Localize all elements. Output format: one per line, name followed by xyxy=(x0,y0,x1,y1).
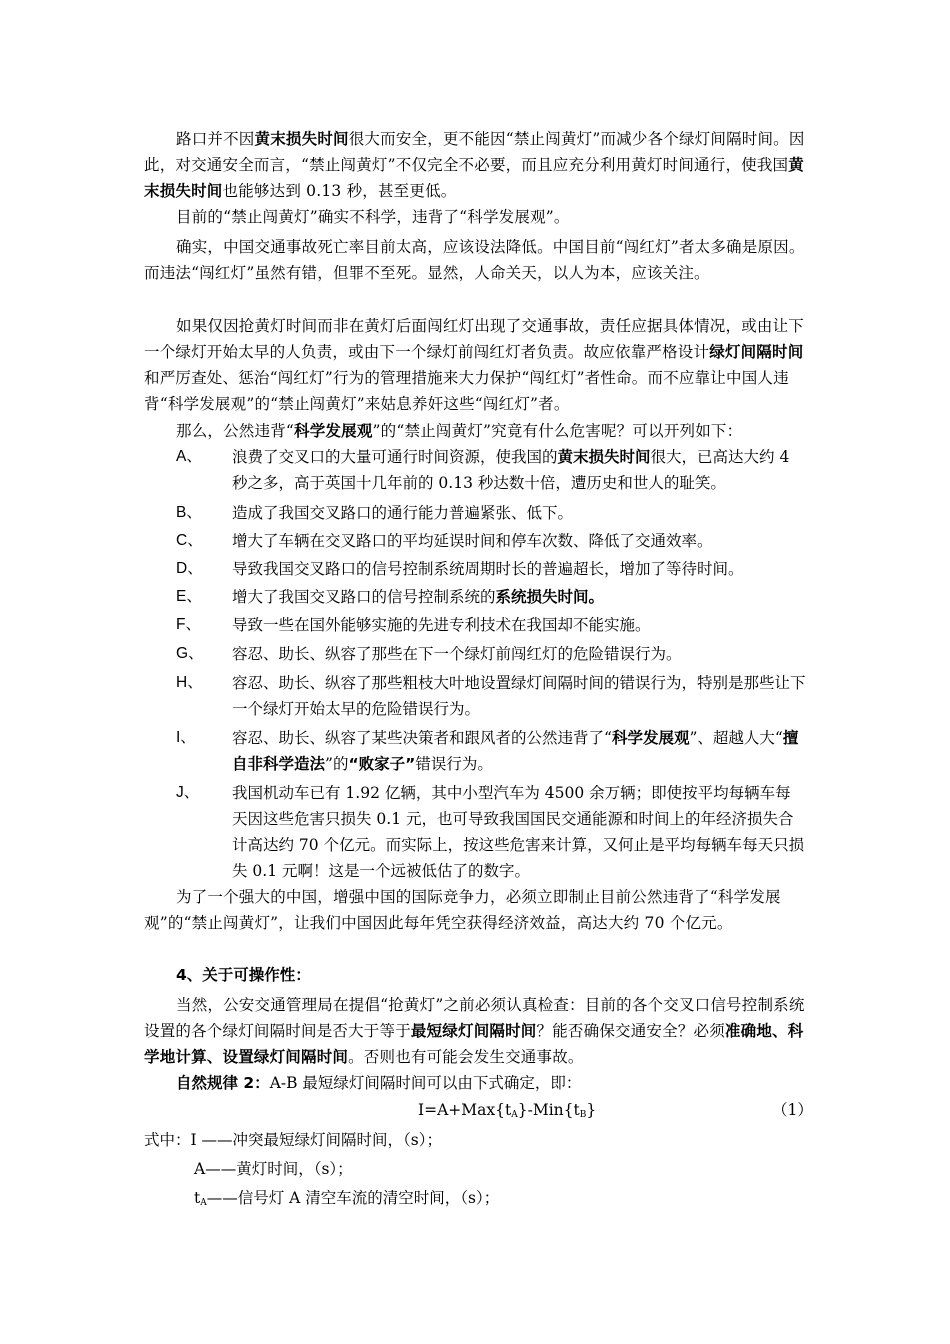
paragraph-1 xyxy=(144,126,806,204)
formula-part-1: I=A+Max{t xyxy=(418,1101,512,1119)
definition-a: A——黄灯时间，（s）； xyxy=(194,1160,353,1178)
text-run: 造成了我国交叉路口的通行能力普遍紧张、低下。 xyxy=(232,504,574,522)
text-run: 增大了我国交叉路口的信号控制系统的 xyxy=(232,588,496,606)
list-item-text xyxy=(232,528,806,554)
bold-text-run: 绿灯间隔时间 xyxy=(709,343,804,361)
paragraph-5 xyxy=(144,418,806,444)
list-item-text xyxy=(232,500,806,526)
formula-part-3: } xyxy=(586,1101,597,1119)
text-run: 当然，公安交通管理局在提倡“抢黄灯”之前必须认真检查：目前的各个交叉口信号控制系统设置的各个绿灯间隔时间是否大于等于 xyxy=(144,996,805,1040)
text-run: 容忍、助长、纵容了那些在下一个绿灯前闯红灯的危险错误行为。 xyxy=(232,645,682,663)
formula-part-2: }-Min{t xyxy=(517,1101,580,1119)
list-item xyxy=(176,444,806,496)
formula-number: （1） xyxy=(772,1101,813,1119)
paragraph-7 xyxy=(144,992,806,1070)
text-run: 如果仅因抢黄灯时间而非在黄灯后面闯红灯出现了交通事故，责任应据具体情况，或由让下一个绿灯开始太早的人负责，或由下一个绿灯前闯红灯者负责。故应依靠严格设计 xyxy=(144,317,805,361)
list-item xyxy=(176,780,806,884)
bold-text-run: “败家子” xyxy=(348,755,416,773)
list-item-label: A、 xyxy=(176,448,202,465)
text-run: ”的 xyxy=(325,755,349,773)
list-item-text xyxy=(232,641,806,667)
text-run: 增大了车辆在交叉路口的平均延误时间和停车次数、降低了交通效率。 xyxy=(232,532,713,550)
natural-law-label: 自然规律 2： xyxy=(176,1074,270,1092)
bold-text-run: 黄末损失时间 xyxy=(557,448,651,466)
definition-ta-symbol: t xyxy=(194,1189,201,1207)
list-item-label: F、 xyxy=(176,616,201,633)
list-item-text xyxy=(232,612,806,638)
natural-law-text: A-B 最短绿灯间隔时间可以由下式确定，即： xyxy=(269,1074,582,1092)
list-item-label: C、 xyxy=(176,532,203,549)
list-item xyxy=(176,670,806,722)
text-run: ”、超越人大“ xyxy=(689,729,783,747)
definition-ta-sub: A xyxy=(200,1198,207,1208)
text-run: 容忍、助长、纵容了那些粗枝大叶地设置绿灯间隔时间的错误行为，特别是那些让下一个绿灯开始太早的危险错误行为。 xyxy=(232,674,806,718)
text-run: 很大而安全，更不能因“禁止闯黄灯”而减少各个绿灯间隔时间。因此，对交通安全而言，“禁止闯黄灯”不仅完全不必要，而且应充分利用黄灯时间通行，使我国 xyxy=(144,130,805,174)
text-run: ”的“禁止闯黄灯”究竟有什么危害呢？可以开列如下： xyxy=(372,422,743,440)
paragraph-4 xyxy=(144,313,806,417)
text-run: 容忍、助长、纵容了某些决策者和跟风者的公然违背了“ xyxy=(232,729,612,747)
bold-text-run: 黄末损失时间 xyxy=(254,130,349,148)
list-item xyxy=(176,556,806,582)
bold-text-run: 准确地、科学地计算、设置绿灯间隔时间 xyxy=(144,1022,804,1066)
bold-text-run: 科学发展观 xyxy=(294,422,373,440)
text-run: 那么，公然违背“ xyxy=(176,422,295,440)
text-run: 很大，已高达大约 4 秒之多，高于英国十几年前的 0.13 秒达数十倍，遭历史和世人的耻笑。 xyxy=(232,448,790,492)
list-item-text xyxy=(232,670,806,722)
list-item xyxy=(176,612,806,638)
list-item xyxy=(176,725,806,777)
text-run: 浪费了交叉口的大量可通行时间资源，使我国的 xyxy=(232,448,558,466)
list-item-text xyxy=(232,556,806,582)
text-run: 目前的“禁止闯黄灯”确实不科学，违背了“科学发展观”。 xyxy=(176,208,570,226)
text-run: ？能否确保交通安全？必须 xyxy=(536,1022,725,1040)
list-item-label: D、 xyxy=(176,560,203,577)
text-run: 确实，中国交通事故死亡率目前太高，应该设法降低。中国目前“闯红灯”者太多确是原因。而违法“闯红灯”虽然有错，但罪不至死。显然，人命关天，以人为本，应该关注。 xyxy=(144,238,805,282)
bold-text-run: 系统损失时间。 xyxy=(495,588,605,606)
list-item-label: J、 xyxy=(176,784,200,801)
list-item-text xyxy=(232,444,806,496)
list-item xyxy=(176,500,806,526)
text-run: 导致一些在国外能够实施的先进专利技术在我国却不能实施。 xyxy=(232,616,651,634)
text-run: 也能够达到 0.13 秒，甚至更低。 xyxy=(222,182,457,200)
definition-i: 式中：I ——冲突最短绿灯间隔时间，（s）； xyxy=(144,1131,443,1149)
paragraph-3 xyxy=(144,234,806,286)
list-item xyxy=(176,528,806,554)
list-item xyxy=(176,584,806,610)
natural-law-line xyxy=(176,1070,581,1096)
list-item-label: H、 xyxy=(176,674,203,691)
list-item-label: G、 xyxy=(176,645,204,662)
text-run: 为了一个强大的中国，增强中国的国际竞争力，必须立即制止目前公然违背了“科学发展观”的“禁止闯黄灯”，让我们中国因此每年凭空获得经济效益，高达大约 70 个亿元。 xyxy=(144,888,781,932)
list-item-text xyxy=(232,780,806,884)
list-item-text xyxy=(232,725,806,777)
definition-ta-text: ——信号灯 A 清空车流的清空时间，（s）； xyxy=(206,1189,500,1207)
text-run: 。否则也有可能会发生交通事故。 xyxy=(348,1048,584,1066)
list-item-label: E、 xyxy=(176,588,202,605)
section-heading: 4、关于可操作性： xyxy=(176,966,311,984)
list-item-text xyxy=(232,584,806,610)
bold-text-run: 科学发展观 xyxy=(611,729,690,747)
bold-text-run: 最短绿灯间隔时间 xyxy=(410,1022,537,1040)
bold-text-run: 擅自非科学造法 xyxy=(232,729,799,773)
paragraph-6 xyxy=(144,884,806,936)
formula-sub-b: B xyxy=(579,1110,587,1120)
formula-sub-a: A xyxy=(511,1110,518,1120)
formula xyxy=(418,1097,596,1128)
definition-ta xyxy=(194,1185,499,1216)
text-run: 我国机动车已有 1.92 亿辆，其中小型汽车为 4500 余万辆；即使按平均每辆车每天因这些危害只损失 0.1 元，也可导致我国国民交通能源和时间上的年经济损失合计高达约 70 个亿元。而实际上，按这些危害来计算，又何止是平均每辆车每天只损失 0.1 元啊！这是一个远被低估了的数字。 xyxy=(232,784,805,880)
list-item xyxy=(176,641,806,667)
text-run: 错误行为。 xyxy=(415,755,493,773)
text-run: 和严厉查处、惩治“闯红灯”行为的管理措施来大力保护“闯红灯”者性命。而不应靠让中国人违背“科学发展观”的“禁止闯黄灯”来姑息养奸这些“闯红灯”者。 xyxy=(144,369,789,413)
text-run: 路口并不因 xyxy=(176,130,255,148)
text-run: 导致我国交叉路口的信号控制系统周期时长的普遍超长，增加了等待时间。 xyxy=(232,560,744,578)
list-item-label: I、 xyxy=(176,729,196,746)
paragraph-2 xyxy=(144,204,806,230)
bold-text-run: 黄末损失时间 xyxy=(144,156,804,200)
list-item-label: B、 xyxy=(176,504,202,521)
